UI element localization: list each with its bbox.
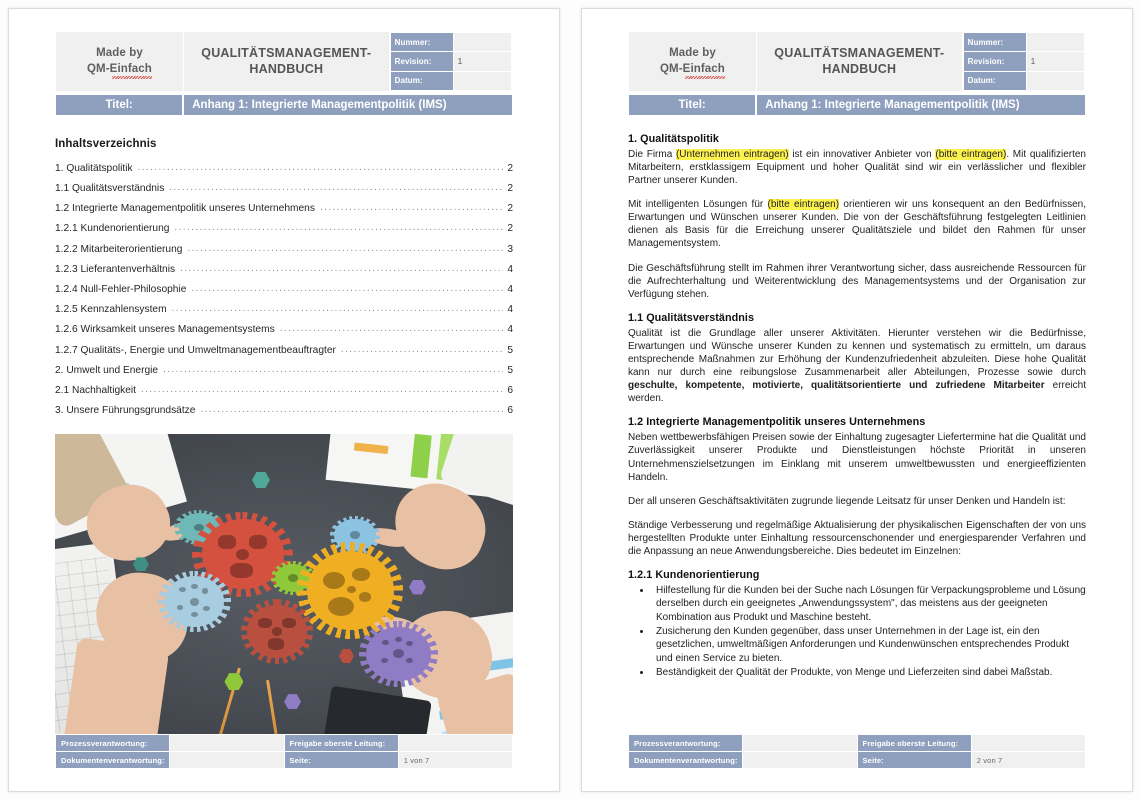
document-page-1 xyxy=(8,8,560,792)
gear-darkred-medium xyxy=(247,605,307,659)
toc-entry[interactable] xyxy=(55,244,513,255)
footer-label-dokumentenverantwortung: Dokumentenverantwortung: xyxy=(629,752,743,769)
header-meta-cell xyxy=(962,32,1085,92)
footer-label-seite: Seite: xyxy=(284,752,398,769)
meta-label-revision: Revision: xyxy=(390,52,453,71)
toc-entry-page: 4 xyxy=(507,263,513,275)
header-doc-title-line2: HANDBUCH xyxy=(249,62,324,77)
header-meta-table xyxy=(963,32,1085,91)
section-heading-1-1: 1.1 Qualitätsverständnis xyxy=(628,311,755,324)
header-doc-title-line2: HANDBUCH xyxy=(822,62,897,77)
header-meta-row xyxy=(390,71,511,90)
text-run: Mit intelligenten Lösungen für xyxy=(628,199,768,211)
header-logo-word: Einfach xyxy=(110,61,152,78)
titel-label: Titel: xyxy=(55,94,183,116)
section-1-paragraph-3: Die Geschäftsführung stellt im Rahmen ihrer Verantwortung sicher, dass ausreichende Ressourcen für die Aufrechterhaltung und Weiterentwicklung des Managementsystems und der Organisation zur Verfügung stehen. xyxy=(628,262,1086,300)
gear-purple xyxy=(366,627,430,681)
section-1-paragraph-1 xyxy=(628,148,1086,187)
meta-label-nummer: Nummer: xyxy=(963,33,1026,52)
header-doc-title-cell xyxy=(183,32,389,92)
bold-run-mitarbeiter: geschulte, kompetente, motivierte, qualitätsorientierte und zufriedene Mitarbeiter xyxy=(628,380,1045,392)
gear-yellow-large xyxy=(307,551,394,630)
meta-label-datum: Datum: xyxy=(390,71,453,90)
toc-entry-page: 5 xyxy=(507,364,513,376)
page-1-footer xyxy=(55,734,513,769)
meta-label-revision: Revision: xyxy=(963,52,1026,71)
document-page-2 xyxy=(581,8,1133,792)
toc-entry[interactable] xyxy=(55,264,513,275)
header-logo-line1: Made by xyxy=(669,46,716,59)
footer-label-prozessverantwortung: Prozessverantwortung: xyxy=(629,735,743,752)
header-logo-word: Einfach xyxy=(683,61,725,78)
meta-value-datum[interactable] xyxy=(453,71,511,90)
toc-entry-page: 6 xyxy=(507,405,513,417)
toc-leader-dots xyxy=(141,385,503,395)
gears-teamwork-photo xyxy=(55,434,513,750)
header-logo-prefix: QM- xyxy=(660,63,683,76)
footer-value-prozessverantwortung[interactable] xyxy=(743,735,857,752)
footer-label-dokumentenverantwortung: Dokumentenverantwortung: xyxy=(56,752,170,769)
header-logo-cell xyxy=(629,32,757,92)
toc-entry-page: 2 xyxy=(507,183,513,195)
meta-value-nummer[interactable] xyxy=(1026,33,1084,52)
footer-label-freigabe: Freigabe oberste Leitung: xyxy=(284,735,398,752)
document-header-table xyxy=(628,31,1086,92)
section-1-paragraph-2 xyxy=(628,198,1086,250)
text-run: Die Firma xyxy=(628,148,676,160)
toc-leader-dots xyxy=(172,304,504,314)
footer-value-dokumentenverantwortung[interactable] xyxy=(743,752,857,769)
highlight-unternehmen-eintragen[interactable]: (Unternehmen eintragen) xyxy=(675,148,789,160)
toc-entry[interactable] xyxy=(55,324,513,335)
toc-entry-label: 1.2.4 Null-Fehler-Philosophie xyxy=(55,284,187,296)
section-heading-1-2: 1.2 Integrierte Managementpolitik unseres Unternehmens xyxy=(628,416,926,429)
toc-entry-page: 4 xyxy=(507,284,513,296)
header-doc-title-line1: QUALITÄTSMANAGEMENT- xyxy=(774,45,945,60)
section-1-1-paragraph xyxy=(628,327,1086,406)
footer-table xyxy=(628,734,1086,769)
document-header-table xyxy=(55,31,513,92)
meta-label-nummer: Nummer: xyxy=(390,33,453,52)
header-meta-row xyxy=(390,33,511,52)
header-logo-prefix: QM- xyxy=(87,63,110,76)
toc-leader-dots xyxy=(174,223,503,233)
toc-entry[interactable] xyxy=(55,183,513,194)
text-run: erreicht werden. xyxy=(628,380,1087,405)
gear-blue-medium xyxy=(165,576,225,627)
toc-entry[interactable] xyxy=(55,385,513,396)
meta-value-nummer[interactable] xyxy=(453,33,511,52)
footer-value-prozessverantwortung[interactable] xyxy=(170,735,284,752)
footer-value-freigabe[interactable] xyxy=(398,735,512,752)
toc-leader-dots xyxy=(320,203,503,213)
toc-entry-label: 1.2.2 Mitarbeiterorientierung xyxy=(55,243,183,255)
header-titel-row xyxy=(55,94,513,116)
titel-label: Titel: xyxy=(628,94,756,116)
footer-value-dokumentenverantwortung[interactable] xyxy=(170,752,284,769)
toc-entry-label: 1.2.3 Lieferantenverhältnis xyxy=(55,263,176,275)
toc-entry-label: 1.1 Qualitätsverständnis xyxy=(55,183,165,195)
toc-entry-page: 2 xyxy=(507,203,513,215)
toc-leader-dots xyxy=(280,324,504,334)
page-2-content xyxy=(582,31,1132,679)
meta-value-revision[interactable]: 1 xyxy=(1026,52,1084,71)
section-1-2-paragraph-3: Ständige Verbesserung und regelmäßige Aktualisierung der physikalischen Eigenschaften der von uns hergestellten Produkte unter Einhaltung ressourcenschonender und energiesparender Verfahren und die Anpassung an neue Anwendungsbereiche. Dies bedeutet im Einzelnen: xyxy=(628,519,1086,558)
toc-entry-page: 2 xyxy=(507,162,513,174)
toc-entry-label: 3. Unsere Führungsgrundsätze xyxy=(55,405,196,417)
photo-canvas xyxy=(55,434,513,750)
text-run: Qualität ist die Grundlage aller unserer Aktivitäten. Hierunter verstehen wir die Bedürfnisse, Erwartungen und Wünsche unserer Kunden zu kennen und systematisch zu ermitteln, um daraus entsprechende Maßnahmen zur Erhöhung der Kundenzufriedenheit abzuleiten. Diese hohe Qualität kann nur durch eine reibungslose Zusammenarbeit aller Abteilungen, Prozesse sowie durch xyxy=(628,327,1086,379)
toc-leader-dots xyxy=(341,345,503,355)
meta-value-datum[interactable] xyxy=(1026,71,1084,90)
toc-entry-label: 1.2.5 Kennzahlensystem xyxy=(55,304,167,316)
header-meta-row xyxy=(963,71,1084,90)
page-2-body xyxy=(628,133,1086,679)
header-logo-line2 xyxy=(629,61,756,78)
header-doc-title-line1: QUALITÄTSMANAGEMENT- xyxy=(201,45,372,60)
header-titel-row xyxy=(628,94,1086,116)
toc-entry-page: 2 xyxy=(507,223,513,235)
toc-entry-page: 4 xyxy=(507,304,513,316)
kundenorientierung-bullet-list xyxy=(628,584,1086,679)
toc-entry-label: 1. Qualitätspolitik xyxy=(55,162,133,174)
toc-entry[interactable] xyxy=(55,203,513,214)
toc-entry-page: 3 xyxy=(507,243,513,255)
text-run: . Mit qualifizierten Mitarbeitern, erstklassigem Equipment und hoher Qualität sind wir ein verlässlicher und flexibler Partner unserer Kunden. xyxy=(628,148,1086,187)
toc-heading: Inhaltsverzeichnis xyxy=(55,137,157,150)
page-1-content xyxy=(9,31,559,750)
toc-entry-label: 1.2.1 Kundenorientierung xyxy=(55,223,170,235)
header-meta-cell xyxy=(389,32,512,92)
toc-entry-label: 2. Umwelt und Energie xyxy=(55,364,159,376)
footer-row xyxy=(629,735,1086,752)
toc-leader-dots xyxy=(163,365,503,375)
meta-label-datum: Datum: xyxy=(963,71,1026,90)
bullet-item: • Zusicherung den Kunden gegenüber, dass unser Unternehmen in der Lage ist, ein den gesetzlichen, umweltmäßigen Anforderungen und Kundenwünschen entsprechendes Produkt und einen Service zu bieten. xyxy=(652,625,1086,665)
titel-value: Anhang 1: Integrierte Managementpolitik (IMS) xyxy=(183,94,513,116)
footer-label-seite: Seite: xyxy=(857,752,971,769)
footer-value-freigabe[interactable] xyxy=(971,735,1085,752)
footer-row xyxy=(56,735,513,752)
toc-entry[interactable] xyxy=(55,223,513,234)
bullet-item: • Hilfestellung für die Kunden bei der Suche nach Lösungen für Verpackungsprobleme und Lösung derselben durch ein geeignetes „Anwendungssystem", das meistens aus der geeigneten Kombination aus Produkt und Maschine besteht. xyxy=(652,584,1086,624)
text-run: orientieren wir uns konsequent an den Bedürfnissen, Erwartungen und Wünschen unserer Kunden. Die von der Geschäftsführung festgelegten Leitlinien dienen als Basis für die Erreichung unserer Qualitätsziele und bildet den Rahmen für unser Managementsystem. xyxy=(628,199,1086,250)
toc-leader-dots xyxy=(200,405,503,415)
highlight-bitte-eintragen-1[interactable]: (bitte eintragen) xyxy=(935,148,1007,160)
header-meta-row xyxy=(963,33,1084,52)
footer-label-freigabe: Freigabe oberste Leitung: xyxy=(857,735,971,752)
header-logo-line2 xyxy=(56,61,183,78)
toc-leader-dots xyxy=(180,264,503,274)
section-1-2-paragraph-1: Neben wettbewerbsfähigen Preisen sowie der Einhaltung zugesagter Liefertermine hat die Qualität und Zuverlässigkeit unserer Produkte und Dienstleistungen höchste Priorität in unseren Unternehmenszielsetzungen im Einklang mit unserem umweltbewussten und energieeffizienten Handeln. xyxy=(628,432,1086,483)
bullet-item: • Beständigkeit der Qualität der Produkte, von Menge und Lieferzeiten sind dabei Maßstab. xyxy=(652,666,1086,679)
toc-entry[interactable] xyxy=(55,405,513,416)
text-run: ist ein innovativer Anbieter von xyxy=(788,148,936,160)
footer-row xyxy=(629,752,1086,769)
section-heading-1-2-1: 1.2.1 Kundenorientierung xyxy=(628,569,760,582)
header-meta-row xyxy=(390,52,511,71)
titel-value: Anhang 1: Integrierte Managementpolitik (IMS) xyxy=(756,94,1086,116)
toc-entry[interactable] xyxy=(55,365,513,376)
toc-entry[interactable] xyxy=(55,304,513,315)
footer-value-seite: 1 von 7 xyxy=(398,752,512,769)
toc-leader-dots xyxy=(191,284,503,294)
header-meta-table xyxy=(390,32,512,91)
header-meta-row xyxy=(963,52,1084,71)
header-logo-cell xyxy=(56,32,184,92)
footer-label-prozessverantwortung: Prozessverantwortung: xyxy=(56,735,170,752)
toc-entry[interactable] xyxy=(55,163,513,174)
toc-leader-dots xyxy=(138,163,504,173)
toc-leader-dots xyxy=(187,244,503,254)
toc-entry-page: 4 xyxy=(507,324,513,336)
footer-value-seite: 2 von 7 xyxy=(971,752,1085,769)
page-2-footer xyxy=(628,734,1086,769)
toc-entry[interactable] xyxy=(55,345,513,356)
toc-entry[interactable] xyxy=(55,284,513,295)
toc-entry-page: 5 xyxy=(507,344,513,356)
toc-entry-label: 1.2 Integrierte Managementpolitik unseres Unternehmens xyxy=(55,203,315,215)
section-1-2-paragraph-2: Der all unseren Geschäftsaktivitäten zugrunde liegende Leitsatz für unser Denken und Handeln ist: xyxy=(628,495,1066,507)
toc-entry-page: 6 xyxy=(507,384,513,396)
table-of-contents xyxy=(55,163,513,416)
meta-value-revision[interactable]: 1 xyxy=(453,52,511,71)
toc-entry-label: 2.1 Nachhaltigkeit xyxy=(55,384,136,396)
section-heading-1: 1. Qualitätspolitik xyxy=(628,132,719,145)
header-doc-title-cell xyxy=(756,32,962,92)
toc-leader-dots xyxy=(169,183,503,193)
highlight-bitte-eintragen-2[interactable]: (bitte eintragen) xyxy=(767,199,840,211)
toc-entry-label: 1.2.6 Wirksamkeit unseres Managementsystems xyxy=(55,324,275,336)
footer-row xyxy=(56,752,513,769)
toc-entry-label: 1.2.7 Qualitäts-, Energie und Umweltmanagementbeauftragter xyxy=(55,344,336,356)
header-logo-line1: Made by xyxy=(96,46,143,59)
footer-table xyxy=(55,734,513,769)
